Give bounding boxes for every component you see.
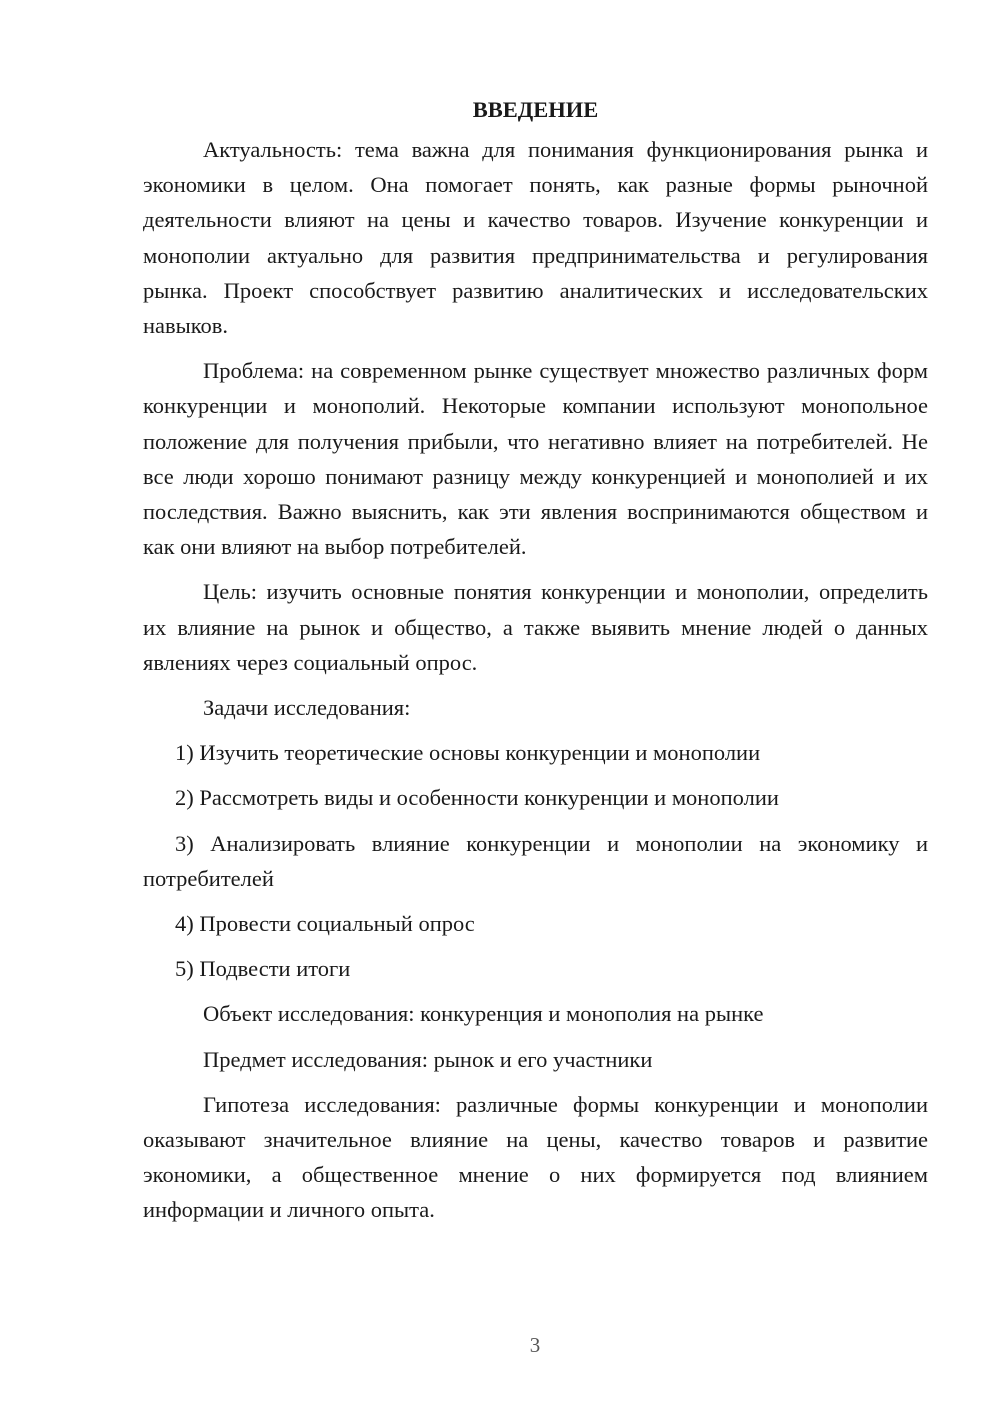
paragraph-hypothesis: Гипотеза исследования: различные формы конкуренции и монополии оказывают значительное влияние на цены, качество товаров и развитие экономики, а общественное мнение о них формируется под влиянием информации и личного опыта. bbox=[143, 1091, 928, 1223]
task-item-5: 5) Подвести итоги bbox=[175, 956, 351, 982]
paragraph-problem: Проблема: на современном рынке существует множество различных форм конкуренции и монополий. Некоторые компании используют монопольное положение для получения прибыли, что негативно влияет на потребителей. Не все люди хорошо понимают разницу между конкуренцией и монополией и их последствия. Важно выяснить, как эти явления воспринимаются обществом и как они влияют на выбор потребителей. bbox=[143, 358, 928, 560]
task-item-3: 3) Анализировать влияние конкуренции и монополии на экономику и потребителей bbox=[143, 830, 928, 891]
paragraph-relevance: Актуальность: тема важна для понимания функционирования рынка и экономики в целом. Она помогает понять, как разные формы рыночной деятельности влияют на цены и качество товаров. Изучение конкуренции и монополии актуально для развития предпринимательства и регулирования рынка. Проект способствует развитию аналитических и исследовательских навыков. bbox=[143, 137, 928, 339]
task-item-2: 2) Рассмотреть виды и особенности конкуренции и монополии bbox=[175, 785, 779, 811]
task-item-1: 1) Изучить теоретические основы конкуренции и монополии bbox=[175, 740, 761, 766]
tasks-heading: Задачи исследования: bbox=[203, 695, 411, 721]
section-title: ВВЕДЕНИЕ bbox=[472, 97, 599, 122]
paragraph-goal: Цель: изучить основные понятия конкуренции и монополии, определить их влияние на рынок и общество, а также выявить мнение людей о данных явлениях через социальный опрос. bbox=[143, 579, 928, 675]
page-number: 3 bbox=[529, 1333, 541, 1357]
task-item-4: 4) Провести социальный опрос bbox=[175, 911, 475, 937]
paragraph-subject: Предмет исследования: рынок и его участники bbox=[203, 1046, 653, 1072]
paragraph-object: Объект исследования: конкуренция и монополия на рынке bbox=[203, 1001, 764, 1027]
document-page bbox=[143, 92, 928, 1238]
